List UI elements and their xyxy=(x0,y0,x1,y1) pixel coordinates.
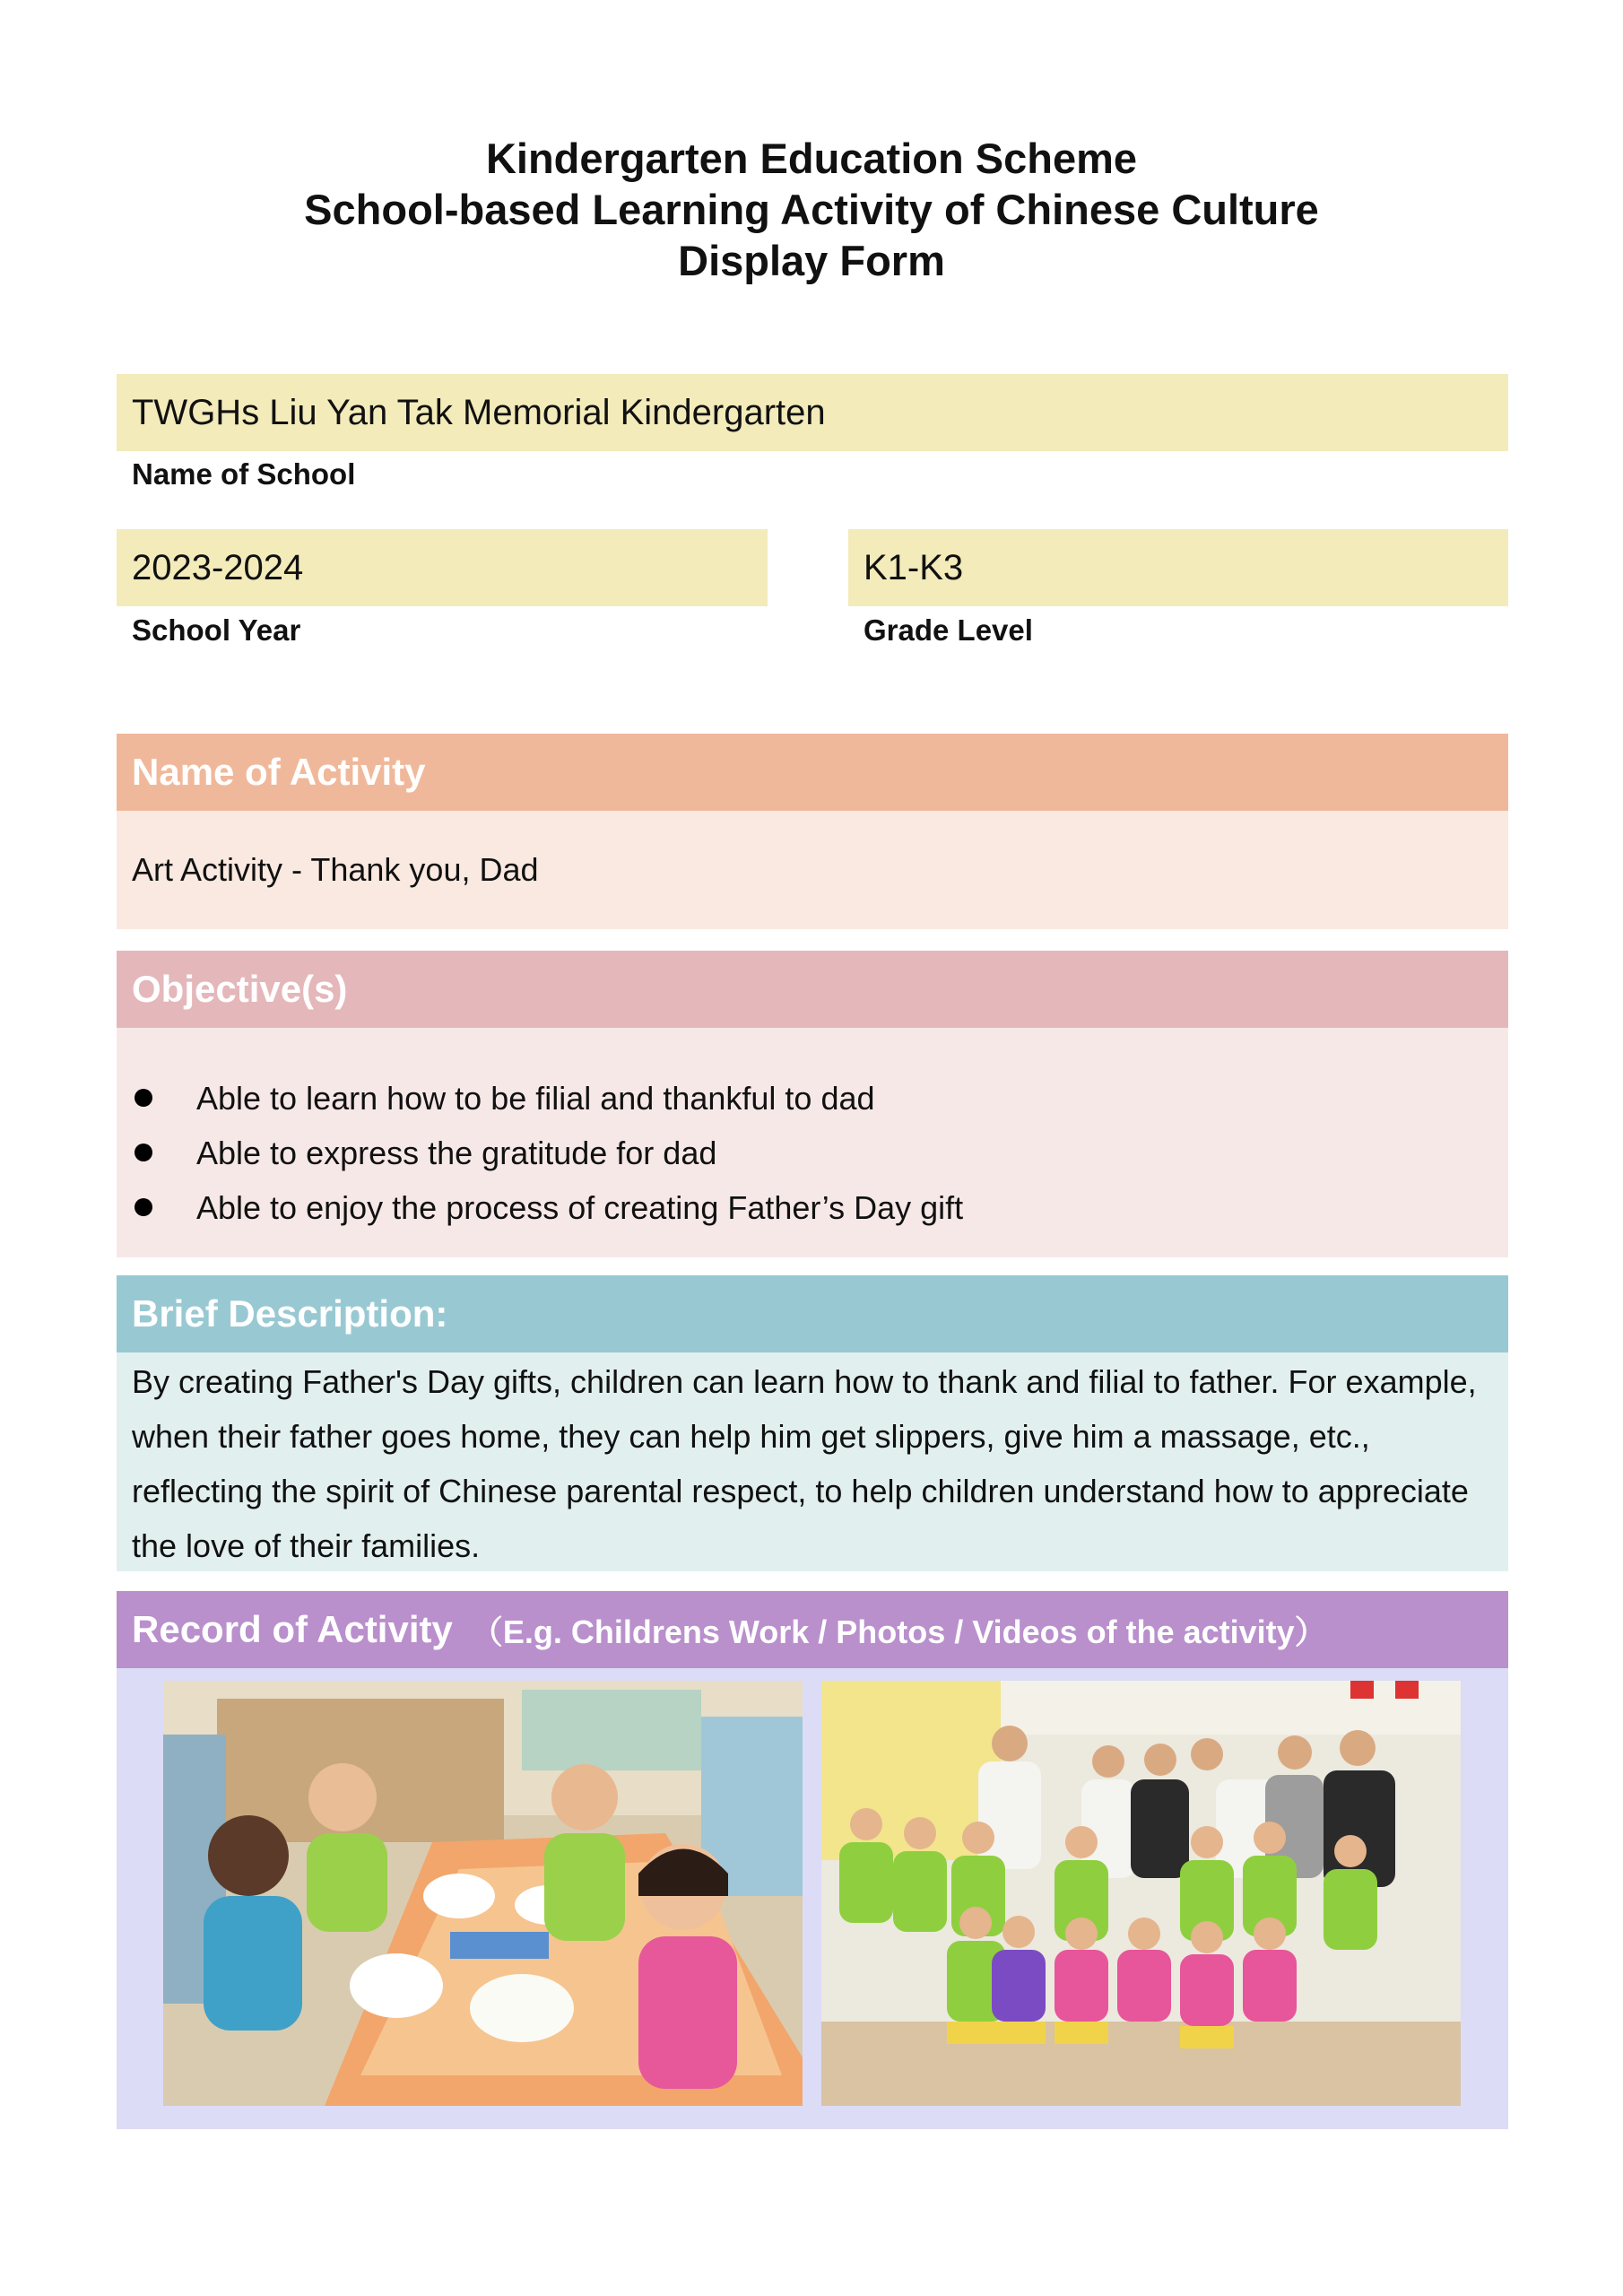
bullet-icon xyxy=(135,1198,152,1216)
objective-text: Able to learn how to be filial and thankful to dad xyxy=(196,1080,875,1117)
grade-level-value: K1-K3 xyxy=(864,547,964,587)
bullet-icon xyxy=(135,1089,152,1107)
activity-photo-group xyxy=(821,1681,1461,2106)
record-header-label: Record of Activity xyxy=(132,1608,453,1650)
form-title xyxy=(0,133,1623,286)
school-year-label: School Year xyxy=(132,613,301,647)
activity-photo-children-painting xyxy=(163,1681,803,2106)
school-year-field xyxy=(117,529,768,606)
activity-header-label: Name of Activity xyxy=(132,751,426,793)
description-header-label: Brief Description: xyxy=(132,1292,448,1335)
activity-section-body xyxy=(117,811,1508,929)
bullet-icon xyxy=(135,1144,152,1161)
objectives-section-header xyxy=(117,951,1508,1028)
title-line-1: Kindergarten Education Scheme xyxy=(485,135,1138,182)
objectives-section-body xyxy=(117,1028,1508,1257)
school-year-value: 2023-2024 xyxy=(132,547,304,587)
record-header-hint: （E.g. Childrens Work / Photos / Videos of the activity） xyxy=(470,1613,1327,1650)
school-name-value: TWGHs Liu Yan Tak Memorial Kindergarten xyxy=(132,392,826,432)
objectives-header-label: Objective(s) xyxy=(132,968,348,1010)
record-section-body xyxy=(117,1668,1508,2129)
objective-item xyxy=(117,1126,1508,1180)
description-section-header xyxy=(117,1275,1508,1352)
description-section-body xyxy=(117,1352,1508,1571)
grade-level-label: Grade Level xyxy=(864,613,1033,647)
title-line-2: School-based Learning Activity of Chinese Culture xyxy=(304,186,1319,233)
school-name-label: Name of School xyxy=(132,457,356,491)
objective-text: Able to express the gratitude for dad xyxy=(196,1135,717,1171)
grade-level-field xyxy=(848,529,1508,606)
activity-section-header xyxy=(117,734,1508,811)
record-section-header xyxy=(117,1591,1508,1668)
objective-text: Able to enjoy the process of creating Father’s Day gift xyxy=(196,1189,964,1226)
school-name-field xyxy=(117,374,1508,451)
activity-name-value: Art Activity - Thank you, Dad xyxy=(132,851,539,888)
objective-item xyxy=(117,1071,1508,1126)
description-text: By creating Father's Day gifts, children can learn how to thank and filial to father. For example, when their father goes home, they can help him get slippers, give him a massage, etc., reflecting the spirit of Chinese parental respect, to help children understand how to appreciate the love of their families. xyxy=(132,1363,1477,1564)
title-line-3: Display Form xyxy=(678,237,945,284)
objective-item xyxy=(117,1180,1508,1235)
